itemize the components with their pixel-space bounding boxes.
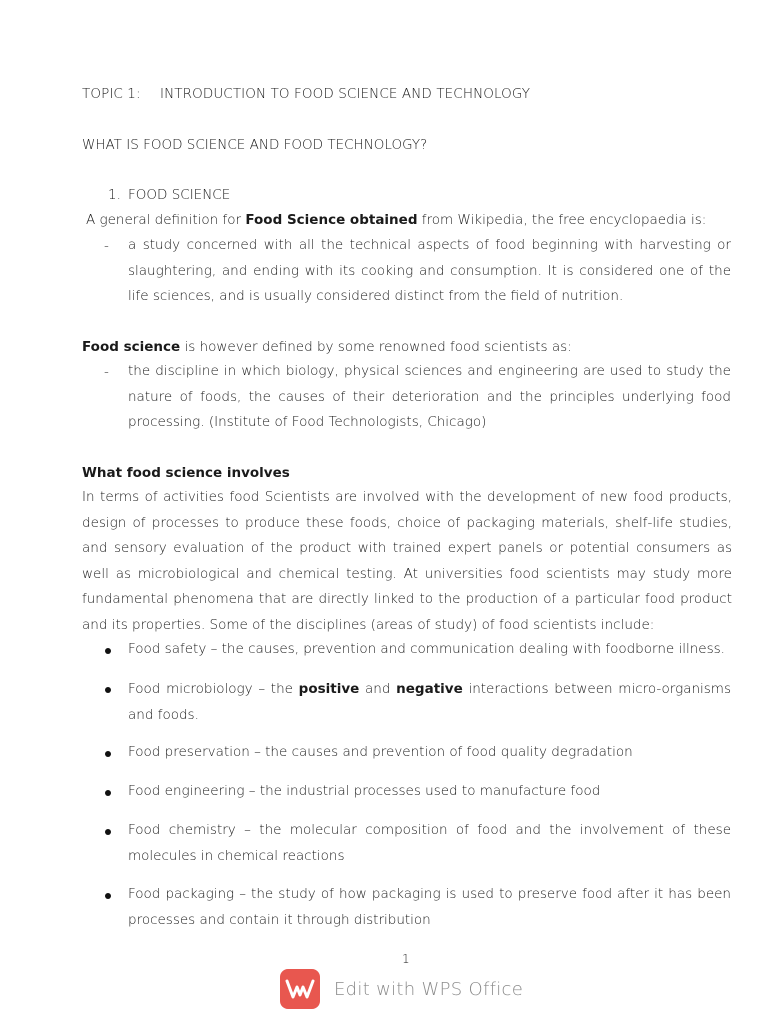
involves-heading bbox=[82, 465, 290, 481]
list-item-bold: negative bbox=[396, 681, 463, 697]
bullet-icon bbox=[105, 893, 111, 899]
bullet-icon bbox=[105, 648, 111, 654]
topic-title: INTRODUCTION TO FOOD SCIENCE AND TECHNOLOGY bbox=[160, 86, 531, 102]
list-item bbox=[128, 677, 731, 728]
section-heading bbox=[108, 187, 230, 203]
wps-watermark-text: Edit with WPS Office bbox=[334, 978, 524, 1000]
involves-heading-text: What food science involves bbox=[82, 465, 290, 481]
definition-intro-text: A general definition for bbox=[86, 212, 246, 228]
topic-heading bbox=[82, 86, 530, 102]
involves-paragraph: In terms of activities food Scientists are involved with the development of new food products, design of processes to produce these foods, choice of packaging materials, shelf-life studies, and sensory evaluation of the product with trained expert panels or potential consumers as well as microbiological and chemical testing. At universities food scientists may study more fundamental phenomena that are directly linked to the production of a particular food product and its properties. Some of the disciplines (areas of study) of food scientists include: bbox=[82, 489, 732, 633]
list-item: Food safety – the causes, prevention and communication dealing with foodborne illness. bbox=[128, 641, 725, 657]
bullet-icon bbox=[105, 687, 111, 693]
list-item-bold: positive bbox=[298, 681, 360, 697]
section-title: FOOD SCIENCE bbox=[128, 187, 231, 203]
list-item-text: and bbox=[359, 681, 397, 697]
list-item-text: interactions between micro-organisms and foods. bbox=[128, 681, 731, 723]
dash-marker: - bbox=[104, 238, 109, 254]
section-question: WHAT IS FOOD SCIENCE AND FOOD TECHNOLOGY? bbox=[82, 137, 428, 153]
list-item-text: Food microbiology – the bbox=[128, 681, 299, 697]
topic-number: TOPIC 1: bbox=[82, 86, 141, 102]
definition-intro bbox=[86, 212, 706, 228]
definition-2-text: is however defined by some renowned food scientists as: bbox=[180, 339, 572, 355]
dash-marker: - bbox=[104, 364, 109, 380]
bullet-icon bbox=[105, 751, 111, 757]
list-item: Food engineering – the industrial processes used to manufacture food bbox=[128, 783, 601, 799]
definition-intro-tail: from Wikipedia, the free encyclopaedia is: bbox=[417, 212, 707, 228]
wps-logo-icon bbox=[280, 969, 320, 1009]
list-item: Food packaging – the study of how packaging is used to preserve food after it has been processes and contain it through distribution bbox=[128, 886, 731, 928]
page-number: 1 bbox=[402, 952, 410, 966]
definition-2: the discipline in which biology, physical sciences and engineering are used to study the nature of foods, the causes of their deterioration and the principles underlying food processing. (Institute of Food Technologists, Chicago) bbox=[128, 363, 731, 430]
definition-intro-bold: Food Science obtained bbox=[245, 212, 418, 228]
wps-watermark[interactable] bbox=[280, 968, 523, 1010]
definition-2-bold: Food science bbox=[82, 339, 181, 355]
bullet-icon bbox=[105, 829, 111, 835]
list-item: Food chemistry – the molecular composition of food and the involvement of these molecules in chemical reactions bbox=[128, 822, 731, 864]
definition-1: a study concerned with all the technical aspects of food beginning with harvesting or slaughtering, and ending with its cooking and consumption. It is considered one of the life sciences, and is usually considered distinct from the field of nutrition. bbox=[128, 237, 731, 304]
bullet-icon bbox=[105, 790, 111, 796]
list-item: Food preservation – the causes and prevention of food quality degradation bbox=[128, 744, 633, 760]
definition-2-intro bbox=[82, 339, 572, 355]
section-number: 1. bbox=[108, 187, 121, 203]
